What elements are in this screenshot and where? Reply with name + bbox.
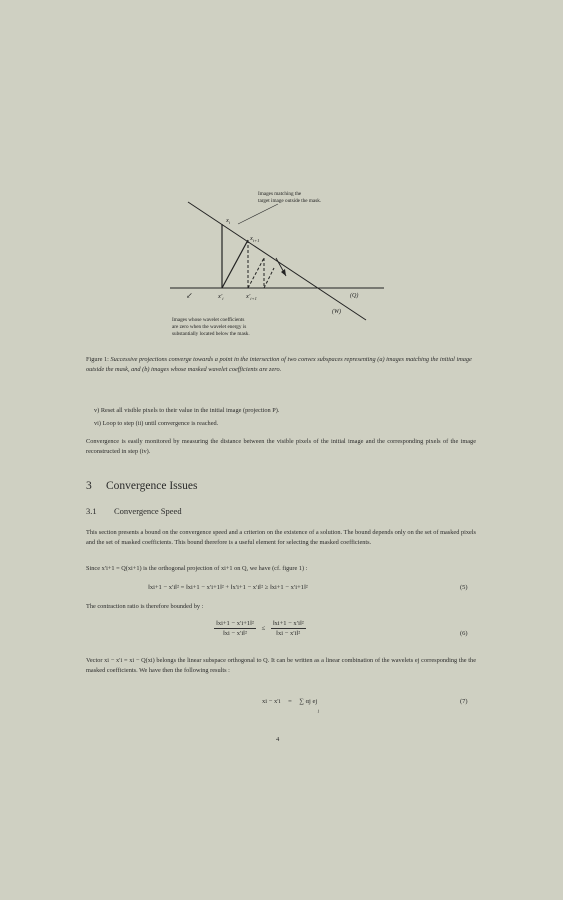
subsection-title: Convergence Speed (114, 506, 182, 516)
paragraph-intro: This section presents a bound on the convergence speed and a criterion on the existence of a solution. The bound depends only on the set of masked pixels and the set of masked coefficients. This bound therefore is a useful element for selecting the masked coefficients. (86, 529, 476, 546)
figure-label-bottom-line1: Images whose wavelet coefficients (172, 317, 245, 323)
label-xi1: $x_{i+1}$ (250, 235, 260, 243)
paragraph-ratio: The contraction ratio is therefore bounded by : (86, 603, 204, 610)
equation-6-lhs (214, 620, 256, 637)
equation-5: ‖xi+1 − x′i‖² = ‖xi+1 − x′i+1‖² + ‖x′i+1 − x′i‖² ≥ ‖xi+1 − x′i+1‖² (148, 584, 308, 591)
figure-label-top-line1: Images matching the (258, 191, 302, 197)
caption-text: Successive projections converge towards a point in the intersection of two convex subspaces representing (a) images matching the initial image outside the mask, and (b) images whose masked wavelet coefficients are zero. (86, 356, 472, 373)
equation-7-sub: j (318, 708, 320, 713)
paragraph-vector: Vector xi − x′i = xi − Q(xi) belongs the linear subspace orthogonal to Q. It can be written as a linear combination of the wavelets ej corresponding the the masked coefficients. We have then the following results : (86, 657, 476, 674)
convergence-figure (160, 180, 400, 350)
equation-7-lhs: xi − x′i (262, 698, 281, 705)
label-xpi1: $x'_{i+1}$ (246, 293, 257, 301)
label-w: (W) (332, 309, 341, 315)
subspace-w-line (188, 202, 366, 320)
label-pointer-line (238, 204, 278, 224)
section-title: Convergence Issues (106, 480, 198, 492)
equation-6-lhs-denominator: ‖xi − x′i‖² (222, 630, 247, 637)
left-arrow-glyph: ↙ (186, 291, 193, 300)
equation-5-number: (5) (460, 584, 468, 591)
projection-dashed-4 (264, 268, 274, 288)
figure-label-bottom-line3: substantially located below the mask. (172, 331, 250, 337)
section-heading (86, 480, 197, 492)
equation-7-relation: = (288, 698, 292, 705)
equation-6-rhs (271, 620, 306, 637)
paragraph-since: Since x′i+1 = Q(xi+1) is the orthogonal projection of xi+1 on Q, we have (cf. figure 1) : (86, 565, 308, 572)
paragraph-convergence: Convergence is easily monitored by measuring the distance between the visible pixels of the initial image and the corresponding pixels of the image reconstructed in step (iv). (86, 438, 476, 455)
step-v: v) Reset all visible pixels to their value in the initial image (projection P). (94, 407, 280, 414)
equation-6-number: (6) (460, 630, 468, 637)
label-xi: $x_i$ (226, 217, 231, 225)
equation-6-rhs-numerator: ‖xi+1 − x′i‖² (272, 620, 304, 627)
page-number: 4 (276, 736, 280, 743)
figure-caption (86, 355, 476, 375)
equation-7 (262, 698, 320, 713)
equation-7-number: (7) (460, 698, 468, 705)
equation-6-rhs-denominator: ‖xi − x′i‖² (276, 630, 301, 637)
equation-6-relation: ≤ (261, 624, 266, 632)
projection-diagram (160, 180, 400, 350)
step-vi: vi) Loop to step (ii) until convergence is reached. (94, 420, 219, 427)
figure-label-bottom-line2: are zero when the wavelet energy is (172, 324, 247, 330)
label-xpi: $x'_i$ (218, 293, 224, 301)
equation-6 (210, 620, 310, 637)
section-number: 3 (86, 480, 92, 492)
label-q: (Q) (350, 293, 359, 299)
equation-6-lhs-numerator: ‖xi+1 − x′i+1‖² (216, 620, 254, 627)
figure-label-top-line2: target image outside the mask. (258, 198, 322, 204)
subsection-number: 3.1 (86, 506, 97, 516)
subsection-heading (86, 506, 182, 516)
arrow-head (281, 269, 286, 276)
projection-diagonal-line (222, 240, 248, 288)
caption-lead: Figure 1: (86, 356, 109, 363)
projection-dashed-2 (248, 258, 264, 288)
equation-7-rhs: ∑ αj ej (299, 698, 318, 705)
